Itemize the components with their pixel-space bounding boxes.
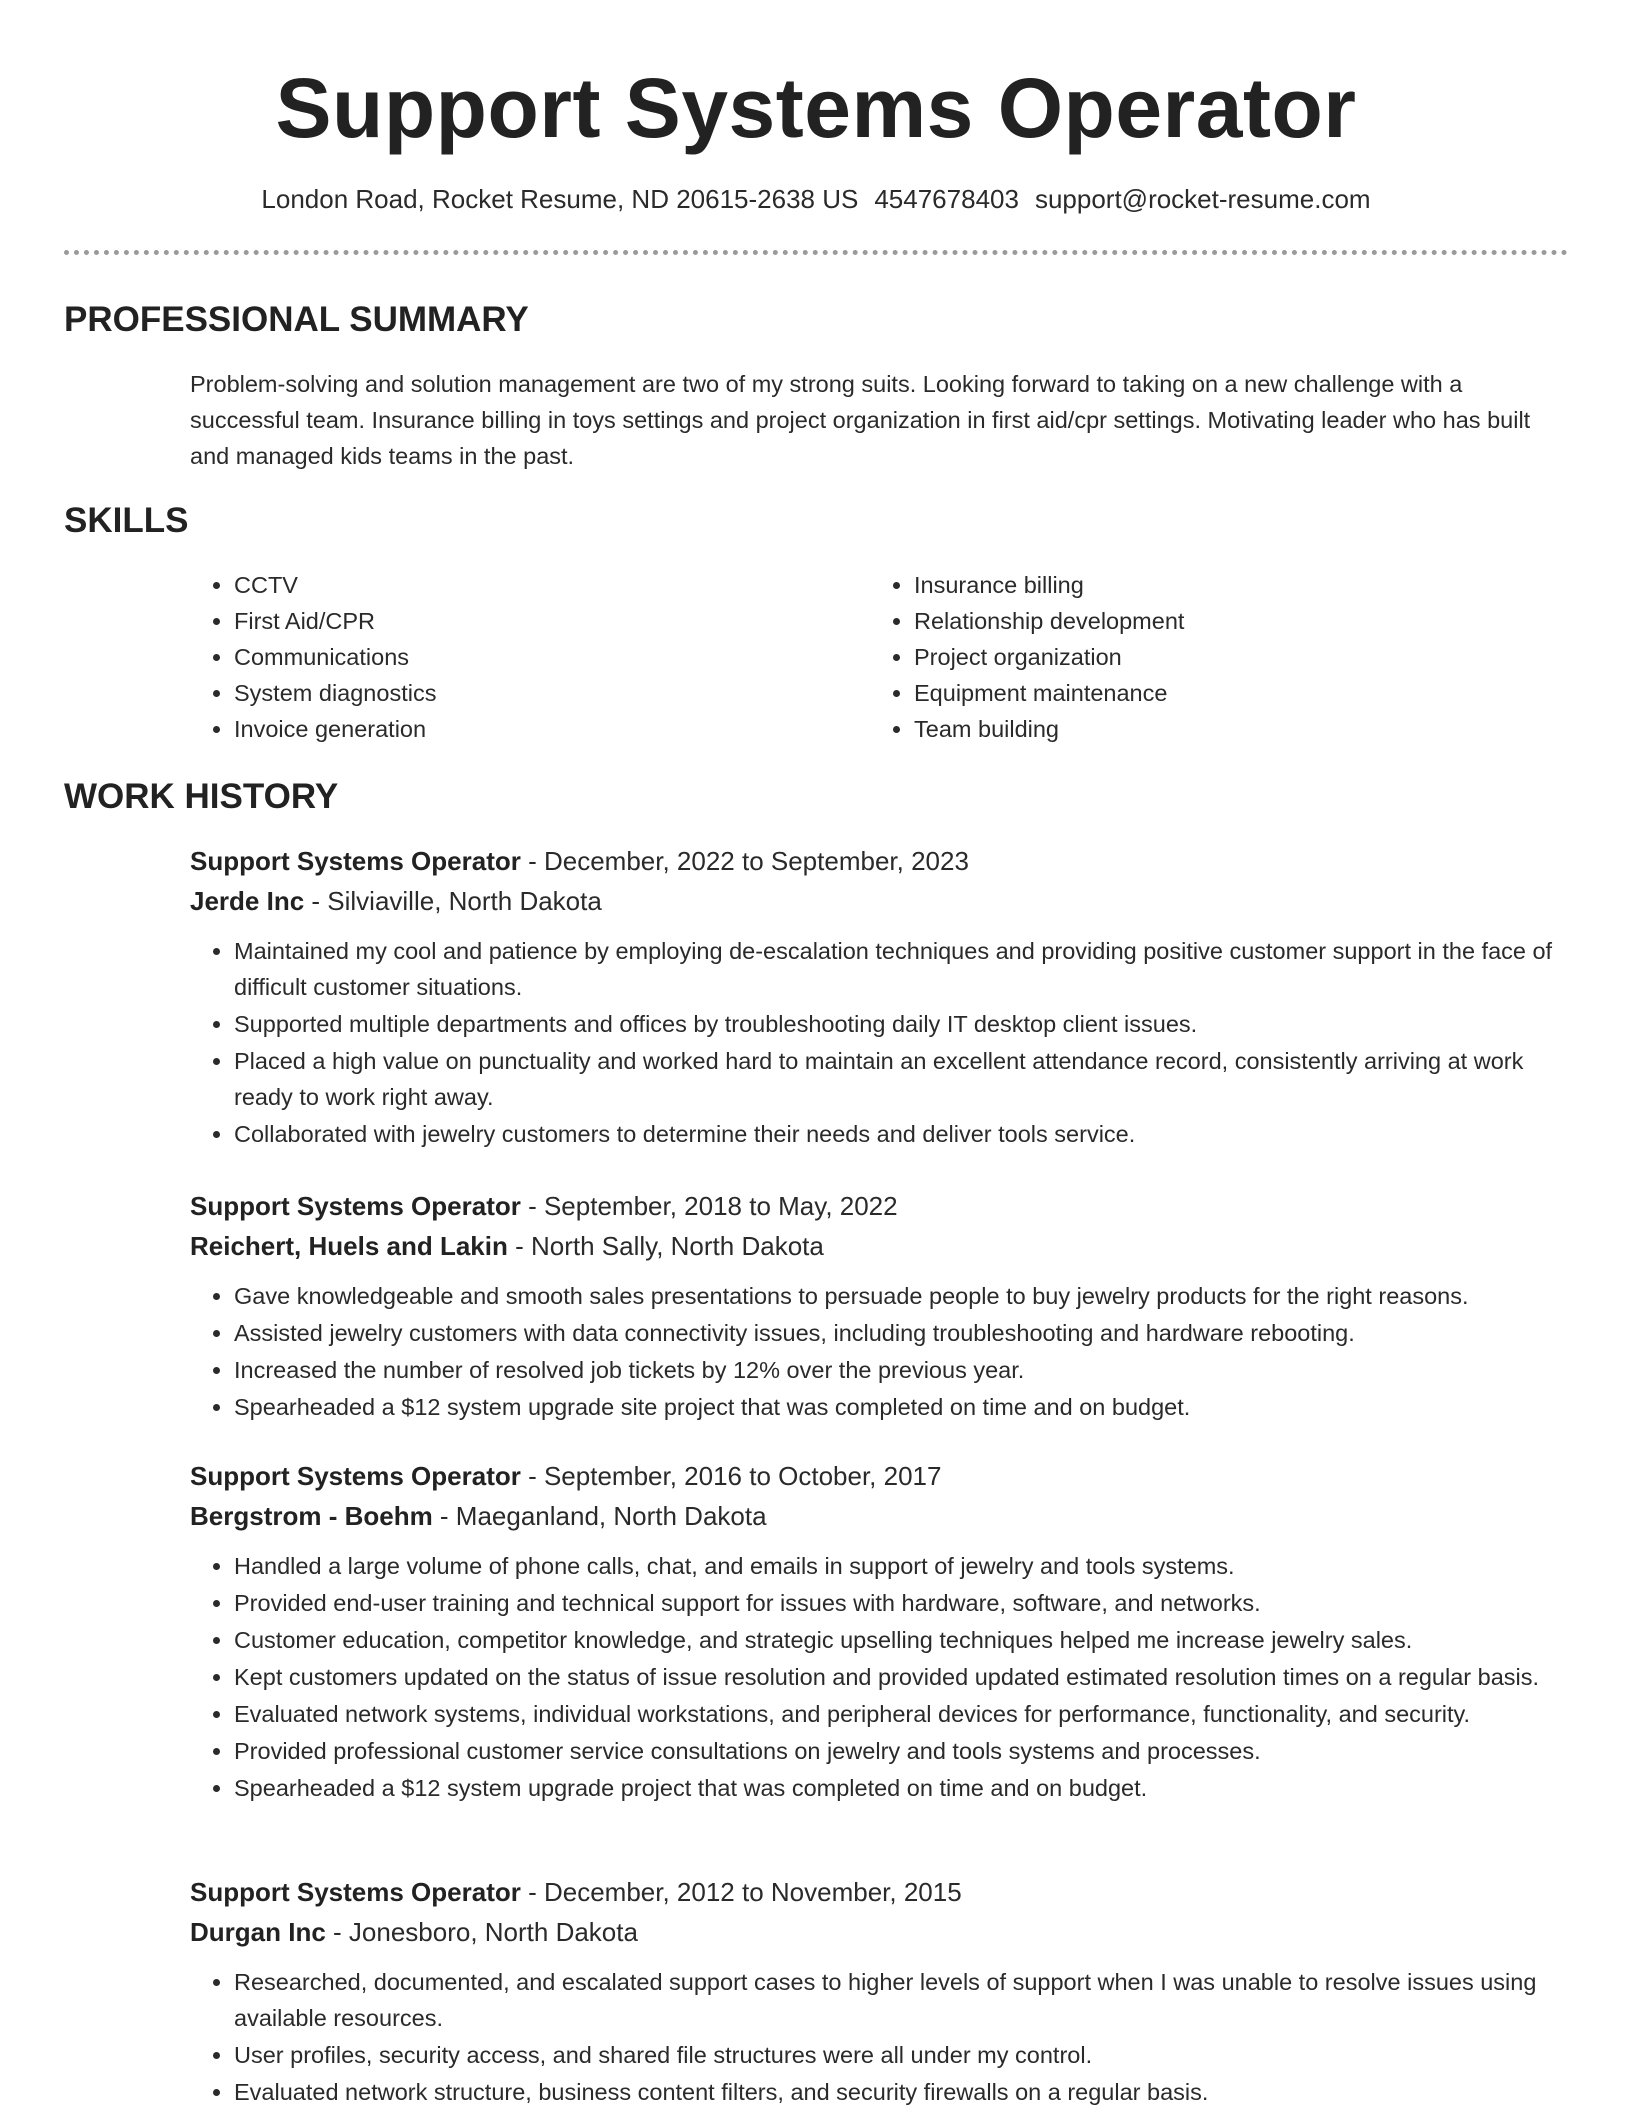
job-title: Support Systems Operator	[190, 1461, 521, 1491]
company-name: Bergstrom - Boehm	[190, 1501, 433, 1531]
skills-list	[190, 567, 1568, 747]
company-name: Jerde Inc	[190, 886, 305, 916]
job-title-line	[190, 1456, 1568, 1496]
candidate-name: Support Systems Operator	[275, 61, 1357, 155]
job-bullets	[190, 933, 1568, 1152]
job-dates: - December, 2012 to November, 2015	[520, 1877, 962, 1907]
job-title-line	[190, 1872, 1568, 1912]
job-bullet: • Gave knowledgeable and smooth sales presentations to persuade people to buy jewelry products for the right reasons.	[234, 1278, 1568, 1314]
skill-item: • Project organization	[914, 639, 1550, 675]
skill-item: • First Aid/CPR	[234, 603, 870, 639]
section-title-skills: SKILLS	[64, 501, 189, 540]
job-entry	[190, 1456, 1568, 1807]
company-location: - Jonesboro, North Dakota	[325, 1917, 638, 1947]
job-entry	[190, 1872, 1568, 2111]
contact-info	[0, 182, 1632, 216]
skills-column-left	[190, 567, 870, 747]
job-bullet: • Customer education, competitor knowledge, and strategic upselling techniques helped me increase jewelry sales.	[234, 1622, 1568, 1658]
section-title-summary: PROFESSIONAL SUMMARY	[64, 300, 529, 339]
phone: 4547678403	[874, 184, 1019, 214]
job-dates: - September, 2018 to May, 2022	[520, 1191, 898, 1221]
job-title-line	[190, 1186, 1568, 1226]
address: London Road, Rocket Resume, ND 20615-2638 US	[261, 184, 859, 214]
skills-column-right	[870, 567, 1550, 747]
email: support@rocket-resume.com	[1034, 184, 1371, 214]
job-company-line	[190, 1912, 1568, 1952]
professional-summary: Problem-solving and solution management are two of my strong suits. Looking forward to taking on a new challenge with a successful team. Insurance billing in toys settings and project organization in first aid/cpr settings. Motivating leader who has built and managed kids teams in the past.	[190, 371, 1531, 469]
job-dates: - September, 2016 to October, 2017	[520, 1461, 942, 1491]
job-bullet: • Supported multiple departments and offices by troubleshooting daily IT desktop client issues.	[234, 1006, 1568, 1042]
job-bullet: • Increased the number of resolved job tickets by 12% over the previous year.	[234, 1352, 1568, 1388]
job-bullet: • Handled a large volume of phone calls, chat, and emails in support of jewelry and tools systems.	[234, 1548, 1568, 1584]
header-divider	[64, 250, 1568, 255]
skill-item: • Communications	[234, 639, 870, 675]
company-name: Reichert, Huels and Lakin	[190, 1231, 508, 1261]
skill-item: • System diagnostics	[234, 675, 870, 711]
job-company-line	[190, 1226, 1568, 1266]
skill-item: • Invoice generation	[234, 711, 870, 747]
job-bullets	[190, 1548, 1568, 1806]
job-bullet: • Evaluated network systems, individual workstations, and peripheral devices for performance, functionality, and security.	[234, 1696, 1568, 1732]
skill-item: • Equipment maintenance	[914, 675, 1550, 711]
section-title-work-history: WORK HISTORY	[64, 777, 339, 816]
skill-item: • Team building	[914, 711, 1550, 747]
job-company-line	[190, 1496, 1568, 1536]
job-bullet: • Researched, documented, and escalated support cases to higher levels of support when I was unable to resolve issues using available resources.	[234, 1964, 1568, 2036]
job-bullet: • Provided professional customer service consultations on jewelry and tools systems and processes.	[234, 1733, 1568, 1769]
job-company-line	[190, 881, 1568, 921]
skill-item: • Insurance billing	[914, 567, 1550, 603]
job-bullet: • Evaluated network structure, business content filters, and security firewalls on a regular basis.	[234, 2074, 1568, 2110]
job-bullets	[190, 1278, 1568, 1425]
job-bullet: • Spearheaded a $12 system upgrade site project that was completed on time and on budget.	[234, 1389, 1568, 1425]
company-location: - Maeganland, North Dakota	[432, 1501, 767, 1531]
job-bullet: • Spearheaded a $12 system upgrade project that was completed on time and on budget.	[234, 1770, 1568, 1806]
company-name: Durgan Inc	[190, 1917, 326, 1947]
job-entry	[190, 1186, 1568, 1426]
job-bullet: • User profiles, security access, and shared file structures were all under my control.	[234, 2037, 1568, 2073]
job-title: Support Systems Operator	[190, 1191, 521, 1221]
job-bullets	[190, 1964, 1568, 2110]
job-title: Support Systems Operator	[190, 1877, 521, 1907]
job-bullet: • Maintained my cool and patience by employing de-escalation techniques and providing positive customer support in the face of difficult customer situations.	[234, 933, 1568, 1005]
company-location: - North Sally, North Dakota	[507, 1231, 824, 1261]
job-title-line	[190, 841, 1568, 881]
skill-item: • Relationship development	[914, 603, 1550, 639]
job-bullet: • Assisted jewelry customers with data connectivity issues, including troubleshooting and hardware rebooting.	[234, 1315, 1568, 1351]
job-bullet: • Placed a high value on punctuality and worked hard to maintain an excellent attendance record, consistently arriving at work ready to work right away.	[234, 1043, 1568, 1115]
job-entry	[190, 841, 1568, 1153]
job-bullet: • Collaborated with jewelry customers to determine their needs and deliver tools service.	[234, 1116, 1568, 1152]
job-title: Support Systems Operator	[190, 846, 521, 876]
skill-item: • CCTV	[234, 567, 870, 603]
job-dates: - December, 2022 to September, 2023	[520, 846, 969, 876]
job-bullet: • Provided end-user training and technical support for issues with hardware, software, and networks.	[234, 1585, 1568, 1621]
company-location: - Silviaville, North Dakota	[304, 886, 602, 916]
job-bullet: • Kept customers updated on the status of issue resolution and provided updated estimated resolution times on a regular basis.	[234, 1659, 1568, 1695]
